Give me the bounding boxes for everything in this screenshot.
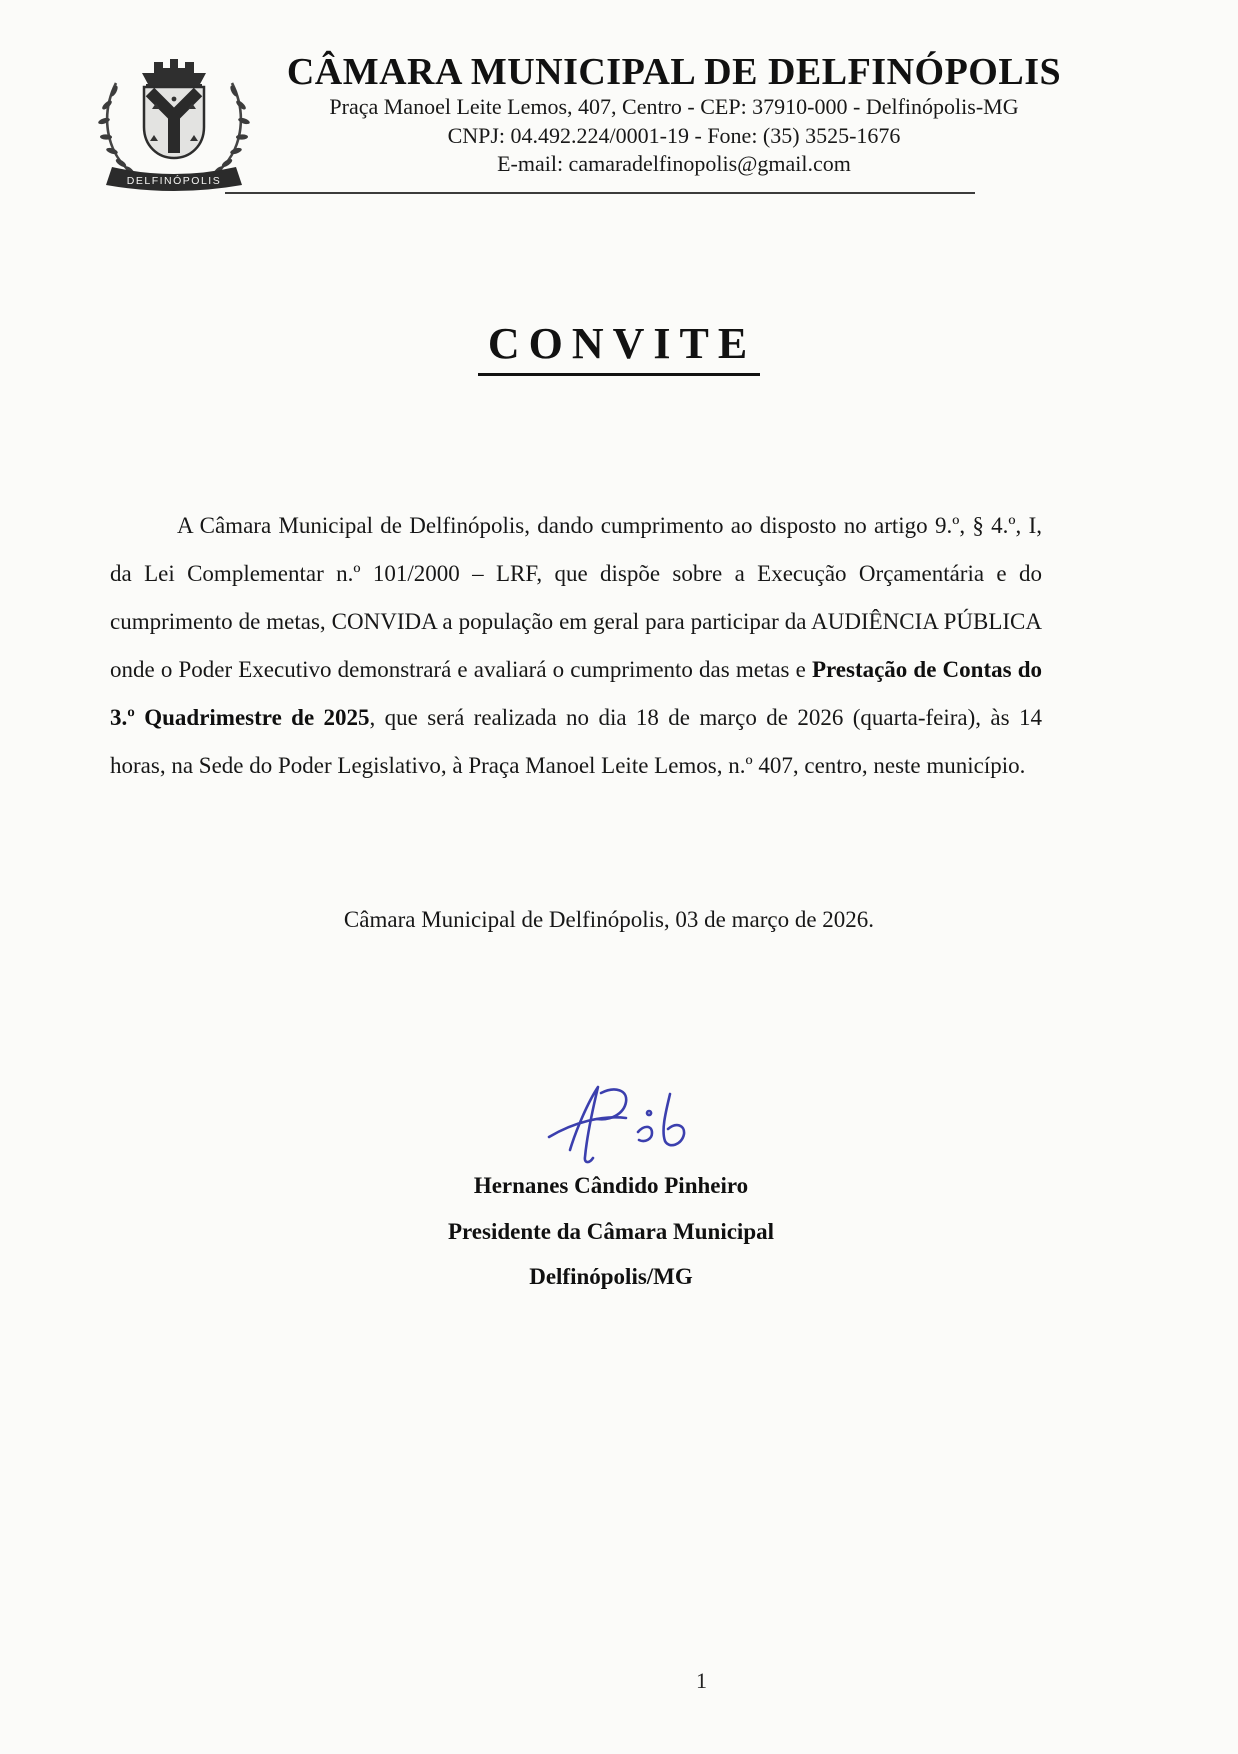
body-text-intro: A Câmara Municipal de Delfinópolis, dando cumprimento ao disposto no artigo 9.º, § 4.º, I, da Lei Complementar n.º 101/2000 – LRF, que dispõe sobre a Execução Orçamentária e do cumprimento de metas, CONVIDA a população em geral para participar da AUDIÊNCIA PÚBLICA onde o Poder Executivo demonstrará e avaliará o cumprimento das metas e: [110, 513, 1042, 682]
header-divider: [225, 192, 975, 194]
title-row: [0, 319, 1238, 376]
page-number: 1: [696, 1668, 707, 1693]
body-text-bold: Prestação de Contas do 3.º Quadrimestre de 2025: [110, 657, 1042, 730]
org-cnpj-phone: CNPJ: 04.492.224/0001-19 - Fone: (35) 3525-1676: [447, 123, 901, 148]
body-paragraph: [110, 502, 1042, 790]
org-name: CÂMARA MUNICIPAL DE DELFINÓPOLIS: [286, 51, 1062, 93]
date-line: Câmara Municipal de Delfinópolis, 03 de março de 2026.: [343, 907, 875, 932]
org-address: Praça Manoel Leite Lemos, 407, Centro - CEP: 37910-000 - Delfinópolis-MG: [329, 94, 1019, 119]
signature-block: [0, 1163, 1222, 1300]
signature-scribble: [540, 1078, 705, 1170]
signatory-role: Presidente da Câmara Municipal: [447, 1218, 775, 1244]
signatory-location: Delfinópolis/MG: [529, 1264, 693, 1289]
logo-banner-text: DELFINÓPOLIS: [126, 175, 222, 187]
document-title: CONVITE: [478, 322, 760, 376]
org-email: E-mail: camaradelfinopolis@gmail.com: [497, 151, 851, 176]
body-text-rest: , que será realizada no dia 18 de março de 2026 (quarta-feira), às 14 horas, na Sede do Poder Legislativo, à Praça Manoel Leite Lemos, n.º 407, centro, neste município.: [110, 705, 1042, 778]
signatory-name: Hernanes Cândido Pinheiro: [473, 1173, 749, 1198]
